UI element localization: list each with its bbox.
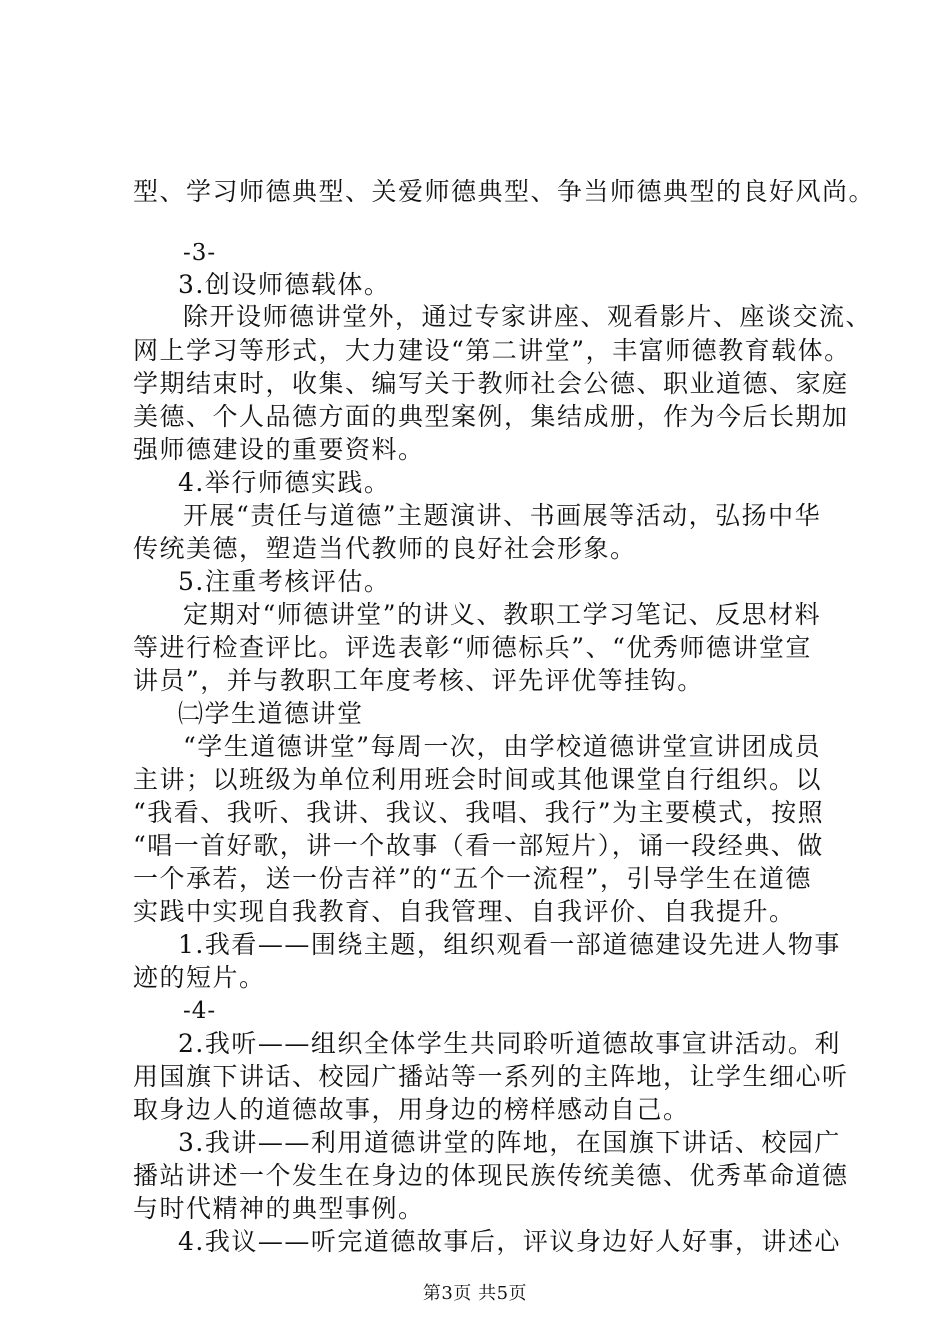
body-line: “我看、我听、我讲、我议、我唱、我行”为主要模式，按照 xyxy=(133,798,825,827)
body-line: 取身边人的道德故事，用身边的榜样感动自己。 xyxy=(133,1095,690,1124)
body-line: 一个承若，送一份吉祥”的“五个一流程”，引导学生在道德 xyxy=(133,864,812,893)
body-line: 4.我议——听完道德故事后，评议身边好人好事，讲述心 xyxy=(178,1227,841,1256)
body-line: “唱一首好歌，讲一个故事（看一部短片），诵一段经典、做 xyxy=(133,831,824,860)
body-line: 开展“责任与道德”主题演讲、书画展等活动，弘扬中华 xyxy=(183,501,822,530)
body-line: 等进行检查评比。评选表彰“师德标兵”、“优秀师德讲堂宣 xyxy=(133,633,812,662)
body-line: 讲员”，并与教职工年度考核、评先评优等挂钩。 xyxy=(133,666,704,695)
body-line: “学生道德讲堂”每周一次，由学校道德讲堂宣讲团成员 xyxy=(183,732,822,761)
body-line: 强师德建设的重要资料。 xyxy=(133,435,425,464)
page-marker: -3- xyxy=(183,240,217,266)
body-line: 2.我听——组织全体学生共同聆听道德故事宣讲活动。利 xyxy=(178,1029,841,1058)
body-line: 3.我讲——利用道德讲堂的阵地，在国旗下讲话、校园广 xyxy=(178,1128,841,1157)
body-line: 网上学习等形式，大力建设“第二讲堂”，丰富师德教育载体。 xyxy=(133,336,851,365)
section-heading: 4.举行师德实践。 xyxy=(178,468,391,497)
body-line: 用国旗下讲话、校园广播站等一系列的主阵地，让学生细心听 xyxy=(133,1062,849,1091)
body-line: 迹的短片。 xyxy=(133,963,266,992)
body-line: 学期结束时，收集、编写关于教师社会公德、职业道德、家庭 xyxy=(133,369,849,398)
body-line: 美德、个人品德方面的典型案例，集结成册，作为今后长期加 xyxy=(133,402,849,431)
page-footer: 第3页 共5页 xyxy=(422,1283,528,1304)
body-line: 1.我看——围绕主题，组织观看一部道德建设先进人物事 xyxy=(178,930,841,959)
body-line: 与时代精神的典型事例。 xyxy=(133,1194,425,1223)
section-heading: 5.注重考核评估。 xyxy=(178,567,391,596)
page-marker: -4- xyxy=(183,998,217,1024)
body-line: 型、学习师德典型、关爱师德典型、争当师德典型的良好风尚。 xyxy=(133,177,876,206)
section-heading: 3.创设师德载体。 xyxy=(178,270,391,299)
body-line: 除开设师德讲堂外，通过专家讲座、观看影片、座谈交流、 xyxy=(183,302,873,331)
body-line: 定期对“师德讲堂”的讲义、教职工学习笔记、反思材料 xyxy=(183,600,822,629)
body-line: 传统美德，塑造当代教师的良好社会形象。 xyxy=(133,534,637,563)
body-line: 播站讲述一个发生在身边的体现民族传统美德、优秀革命道德 xyxy=(133,1161,849,1190)
body-line: 实践中实现自我教育、自我管理、自我评价、自我提升。 xyxy=(133,897,796,926)
body-line: 主讲；以班级为单位利用班会时间或其他课堂自行组织。以 xyxy=(133,765,823,794)
section-heading: ㈡学生道德讲堂 xyxy=(178,699,364,728)
